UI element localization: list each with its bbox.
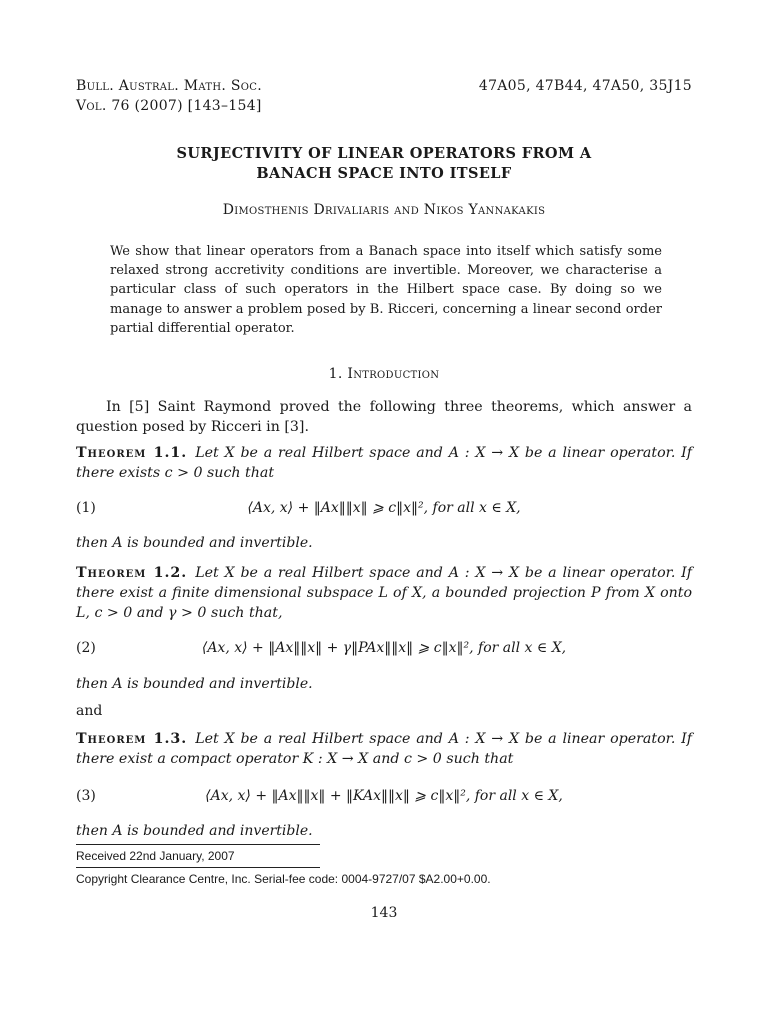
paper-title-line-2: BANACH SPACE INTO ITSELF <box>256 165 512 182</box>
theorem-1-3-conclusion: then A is bounded and invertible. <box>76 823 313 839</box>
intro-paragraph <box>76 397 692 437</box>
copyright-notice: Copyright Clearance Centre, Inc. Serial-fee code: 0004-9727/07 $A2.00+0.00. <box>76 872 491 886</box>
journal-citation <box>76 76 262 116</box>
journal-name: Bull. Austral. Math. Soc. <box>76 78 262 94</box>
connector-text: and <box>76 703 103 719</box>
theorem-1-3-body: Let X be a real Hilbert space and A : X → X be a linear operator. If there exist a compact operator K : X → X and c > 0 such that <box>76 731 693 767</box>
received-date: Received 22nd January, 2007 <box>76 849 235 863</box>
paper-authors: Dimosthenis Drivaliaris and Nikos Yannakakis <box>222 202 546 218</box>
theorem-1-2 <box>76 563 692 623</box>
theorem-1-2-conclusion: then A is bounded and invertible. <box>76 676 313 692</box>
theorem-1-3-head: Theorem 1.3. <box>76 731 188 747</box>
equation-2-number: (2) <box>76 640 96 656</box>
theorem-1-1-head: Theorem 1.1. <box>76 445 188 461</box>
theorem-1-3 <box>76 729 692 769</box>
theorem-1-1-conclusion: then A is bounded and invertible. <box>76 535 313 551</box>
page-number: 143 <box>370 905 398 921</box>
equation-3-number: (3) <box>76 788 96 804</box>
intro-text: In [5] Saint Raymond proved the following three theorems, which answer a question posed by Ricceri in [3]. <box>76 399 692 435</box>
theorem-1-1 <box>76 443 692 483</box>
msc-classification: 47A05, 47B44, 47A50, 35J15 <box>478 78 692 94</box>
equation-1: ⟨Ax, x⟩ + ‖Ax‖‖x‖ ⩾ c‖x‖², for all x ∈ X, <box>247 500 521 516</box>
theorem-1-1-body: Let X be a real Hilbert space and A : X → X be a linear operator. If there exists c > 0 such that <box>76 445 693 481</box>
theorem-1-2-body: Let X be a real Hilbert space and A : X → X be a linear operator. If there exist a finite dimensional subspace L of X, a bounded projection P from X onto L, c > 0 and γ > 0 such that, <box>76 565 693 621</box>
section-heading: 1. Introduction <box>328 366 440 382</box>
abstract: We show that linear operators from a Banach space into itself which satisfy some relaxed strong accretivity conditions are invertible. Moreover, we characterise a particular class of such operators in the Hilbert space case. By doing so we manage to answer a problem posed by B. Ricceri, concerning a linear second order partial differential operator. <box>110 244 662 336</box>
equation-3: ⟨Ax, x⟩ + ‖Ax‖‖x‖ + ‖KAx‖‖x‖ ⩾ c‖x‖², for all x ∈ X, <box>205 788 563 804</box>
journal-volume: Vol. 76 (2007) [143–154] <box>76 98 262 114</box>
equation-1-number: (1) <box>76 500 96 516</box>
footnote-divider <box>76 844 320 845</box>
paper-title-line-1: SURJECTIVITY OF LINEAR OPERATORS FROM A <box>176 145 592 162</box>
footnote-divider-2 <box>76 867 320 868</box>
theorem-1-2-head: Theorem 1.2. <box>76 565 188 581</box>
equation-2: ⟨Ax, x⟩ + ‖Ax‖‖x‖ + γ‖PAx‖‖x‖ ⩾ c‖x‖², for all x ∈ X, <box>201 640 567 656</box>
